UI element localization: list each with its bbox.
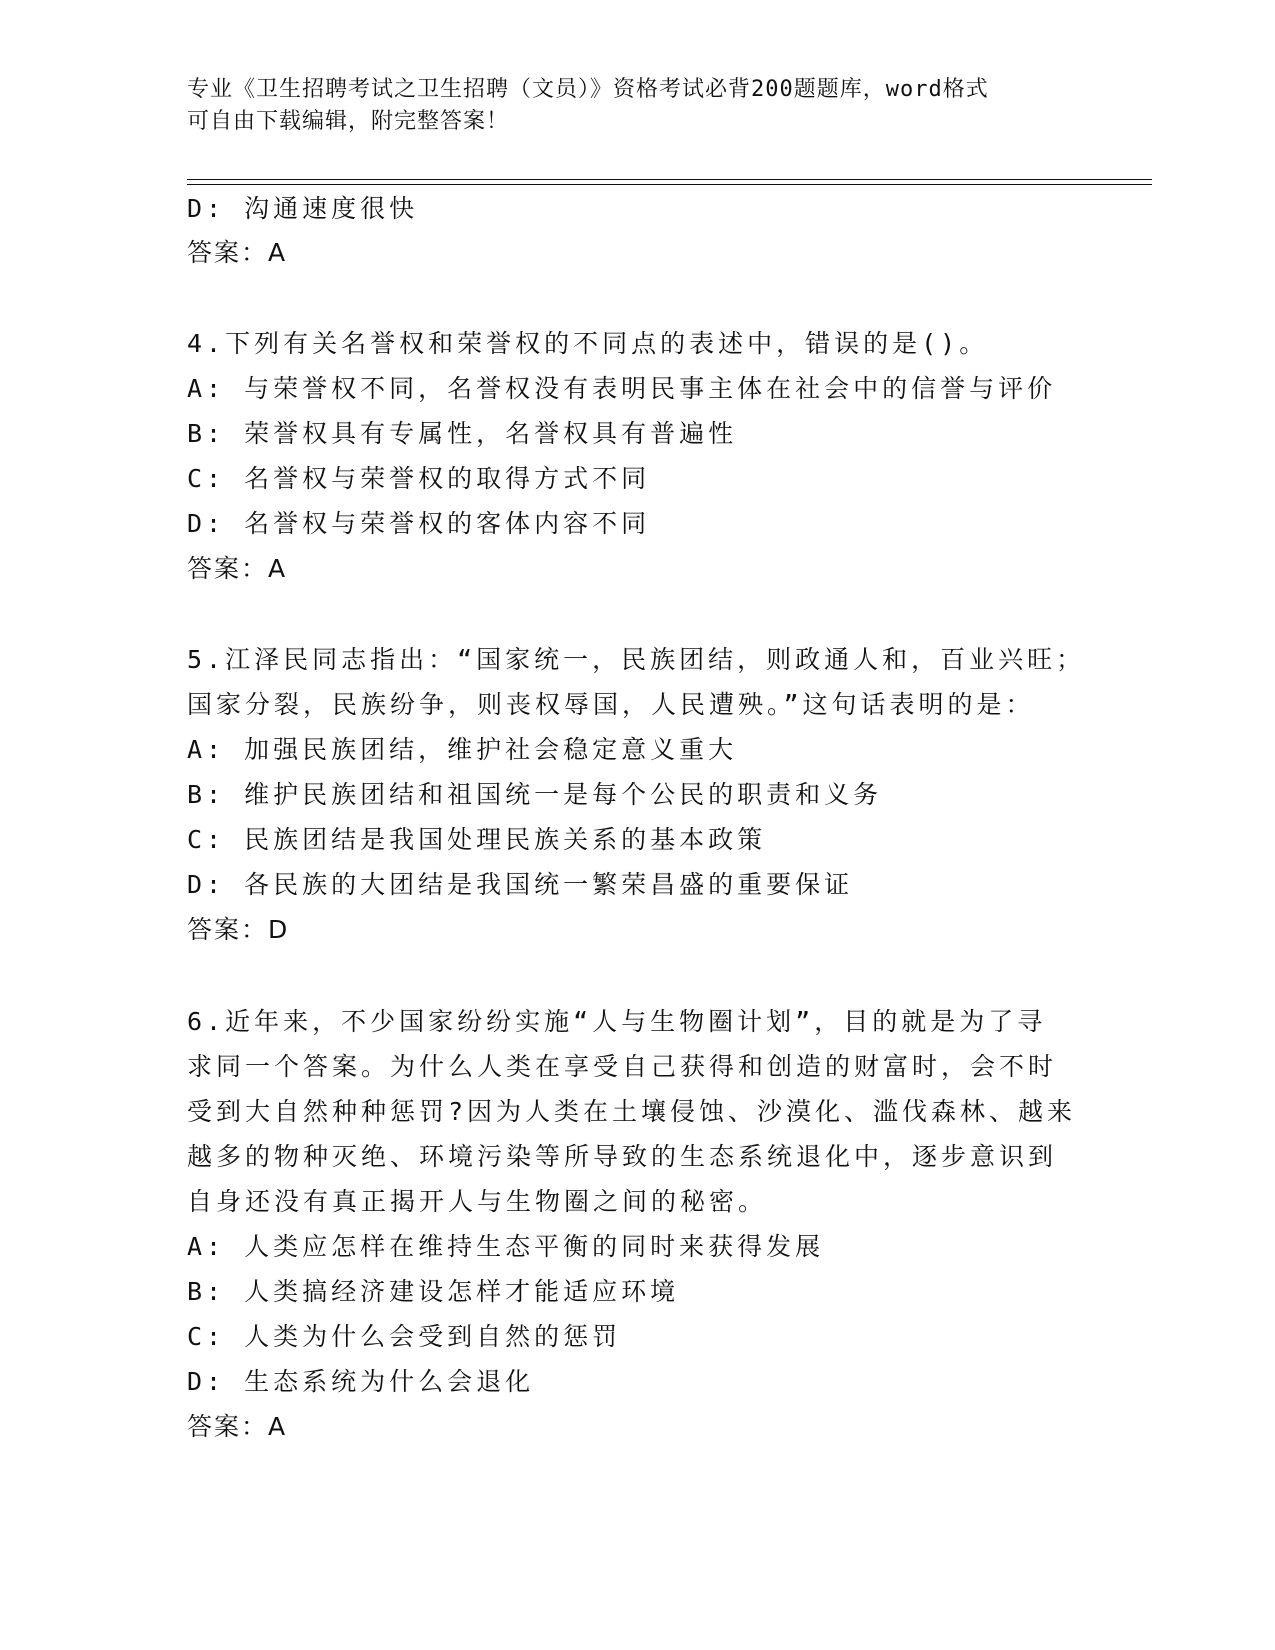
q5-option-d: D: 各民族的大团结是我国统一繁荣昌盛的重要保证: [187, 870, 854, 899]
q5-option-a: A: 加强民族团结，维护社会稳定意义重大: [187, 735, 738, 764]
q5-option-b: B: 维护民族团结和祖国统一是每个公民的职责和义务: [187, 780, 883, 809]
q6-stem-line-4: 越多的物种灭绝、环境污染等所导致的生态系统退化中，逐步意识到: [187, 1142, 1058, 1171]
q4-answer: 答案：A: [187, 554, 288, 583]
q4-option-b: B: 荣誉权具有专属性，名誉权具有普遍性: [187, 419, 738, 448]
q6-answer: 答案：A: [187, 1412, 288, 1441]
q6-option-c: C: 人类为什么会受到自然的惩罚: [187, 1322, 622, 1351]
q5-option-c: C: 民族团结是我国处理民族关系的基本政策: [187, 825, 767, 854]
q6-stem-line-2: 求同一个答案。为什么人类在享受自己获得和创造的财富时，会不时: [187, 1052, 1058, 1081]
document-header: [187, 74, 1087, 138]
q5-stem-line-2: 国家分裂，民族纷争，则丧权辱国，人民遭殃。”这句话表明的是：: [187, 690, 1035, 719]
q6-stem-line-3: 受到大自然种种惩罚?因为人类在土壤侵蚀、沙漠化、滥伐森林、越来: [187, 1097, 1077, 1126]
q6-option-b: B: 人类搞经济建设怎样才能适应环境: [187, 1277, 680, 1306]
q5-answer: 答案：D: [187, 915, 290, 944]
q3-answer: 答案：A: [187, 238, 288, 267]
q6-option-a: A: 人类应怎样在维持生态平衡的同时来获得发展: [187, 1232, 825, 1261]
q4-stem: 4.下列有关名誉权和荣誉权的不同点的表述中，错误的是()。: [187, 329, 989, 358]
q6-stem-line-1: 6.近年来，不少国家纷纷实施“人与生物圈计划”，目的就是为了寻: [187, 1007, 1047, 1036]
header-title-line-1: 专业《卫生招聘考试之卫生招聘（文员）》资格考试必背200题题库，word格式: [187, 77, 989, 102]
q6-stem-line-5: 自身还没有真正揭开人与生物圈之间的秘密。: [187, 1187, 768, 1216]
header-divider-top: [187, 179, 1152, 180]
header-title-line-2: 可自由下载编辑，附完整答案！: [187, 109, 510, 134]
q4-option-c: C: 名誉权与荣誉权的取得方式不同: [187, 464, 651, 493]
q4-option-a: A: 与荣誉权不同，名誉权没有表明民事主体在社会中的信誉与评价: [187, 374, 1057, 403]
q5-stem-line-1: 5.江泽民同志指出：“国家统一，民族团结，则政通人和，百业兴旺；: [187, 645, 1086, 674]
header-divider-bottom: [187, 184, 1152, 185]
q4-option-d: D: 名誉权与荣誉权的客体内容不同: [187, 509, 651, 538]
q6-option-d: D: 生态系统为什么会退化: [187, 1367, 535, 1396]
q3-option-d: D: 沟通速度很快: [187, 194, 419, 223]
